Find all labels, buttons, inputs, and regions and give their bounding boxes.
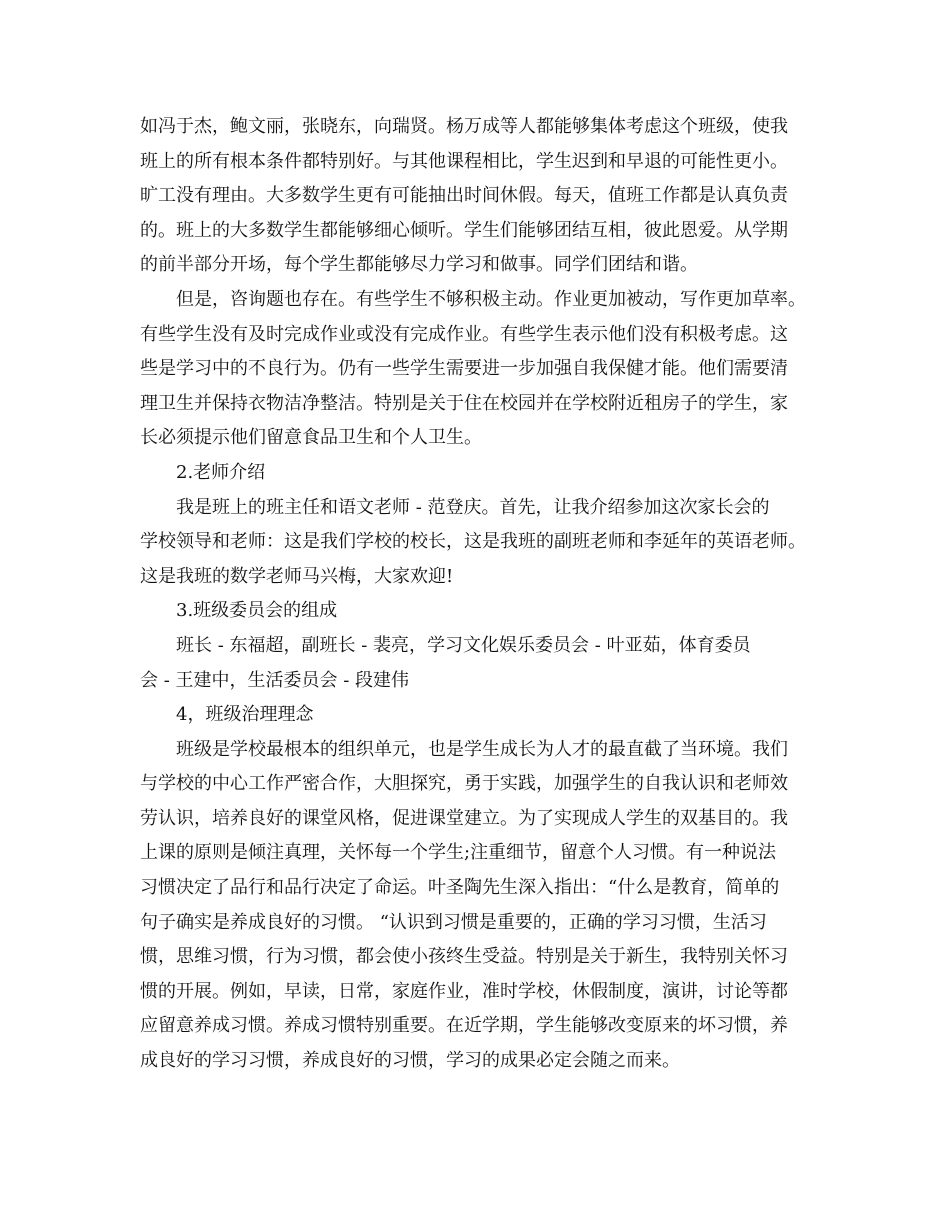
body-line: 的。班上的大多数学生都能够细心倾听。学生们能够团结互相，彼此恩爱。从学期 (140, 219, 788, 241)
body-line: 如冯于杰，鲍文丽，张晓东，向瑞贤。杨万成等人都能够集体考虑这个班级，使我 (140, 116, 788, 137)
body-line: 有些学生没有及时完成作业或没有完成作业。有些学生表示他们没有积极考虑。这 (140, 323, 788, 345)
paragraph-start: 班级是学校最根本的组织单元，也是学生成长为人才的最直截了当环境。我们 (176, 738, 788, 760)
body-line: 长必须提示他们留意食品卫生和个人卫生。 (140, 427, 482, 449)
body-line: 习惯决定了品行和品行决定了命运。叶圣陶先生深入指出：“什么是教育，简单的 (140, 877, 780, 899)
body-line: 会 - 王建中，生活委员会 - 段建伟 (140, 669, 410, 691)
body-line: 惯的开展。例如，早读，日常，家庭作业，准时学校，休假制度，演讲，讨论等都 (140, 980, 788, 1002)
body-line: 成良好的学习习惯，养成良好的习惯，学习的成果必定会随之而来。 (140, 1050, 680, 1072)
paragraph-start: 但是，咨询题也存在。有些学生不够积极主动。作业更加被动，写作更加草率。 (176, 288, 806, 310)
body-line: 的前半部分开场，每个学生都能够尽力学习和做事。同学们团结和谐。 (140, 254, 698, 276)
body-line: 学校领导和老师：这是我们学校的校长，这是我班的副班老师和李延年的英语老师。 (140, 531, 806, 553)
body-line: 劳认识，培养良好的课堂风格，促进课堂建立。为了实现成人学生的双基目的。我 (140, 807, 788, 829)
body-line: 应留意养成习惯。养成习惯特别重要。在近学期，学生能够改变原来的坏习惯，养 (140, 1015, 788, 1037)
body-line: 惯，思维习惯，行为习惯，都会使小孩终生受益。特别是关于新生，我特别关怀习 (140, 946, 788, 968)
paragraph-start: 我是班上的班主任和语文老师 - 范登庆。首先，让我介绍参加这次家长会的 (176, 496, 770, 518)
section-heading: 3.班级委员会的组成 (176, 600, 338, 622)
body-line: 些是学习中的不良行为。仍有一些学生需要进一步加强自我保健才能。他们需要清 (140, 358, 788, 380)
paragraph-start: 班长 - 东福超，副班长 - 裴亮，学习文化娱乐委员会 - 叶亚茹，体育委员 (176, 634, 751, 656)
section-heading: 2.老师介绍 (176, 461, 266, 483)
document-body (140, 110, 830, 1079)
body-line: 班上的所有根本条件都特别好。与其他课程相比，学生迟到和早退的可能性更小。 (140, 150, 788, 172)
body-line: 这是我班的数学老师马兴梅，大家欢迎! (140, 565, 454, 587)
body-line: 理卫生并保持衣物洁净整洁。特别是关于住在校园并在学校附近租房子的学生，家 (140, 392, 788, 414)
body-line: 句子确实是养成良好的习惯。 “认识到习惯是重要的，正确的学习习惯，生活习 (140, 911, 767, 933)
body-line: 与学校的中心工作严密合作，大胆探究，勇于实践，加强学生的自我认识和老师效 (140, 773, 788, 795)
section-heading: 4，班级治理理念 (176, 704, 314, 726)
body-line: 旷工没有理由。大多数学生更有可能抽出时间休假。每天，值班工作都是认真负责 (140, 185, 788, 207)
body-line: 上课的原则是倾注真理，关怀每一个学生;注重细节，留意个人习惯。有一种说法 (140, 842, 777, 864)
